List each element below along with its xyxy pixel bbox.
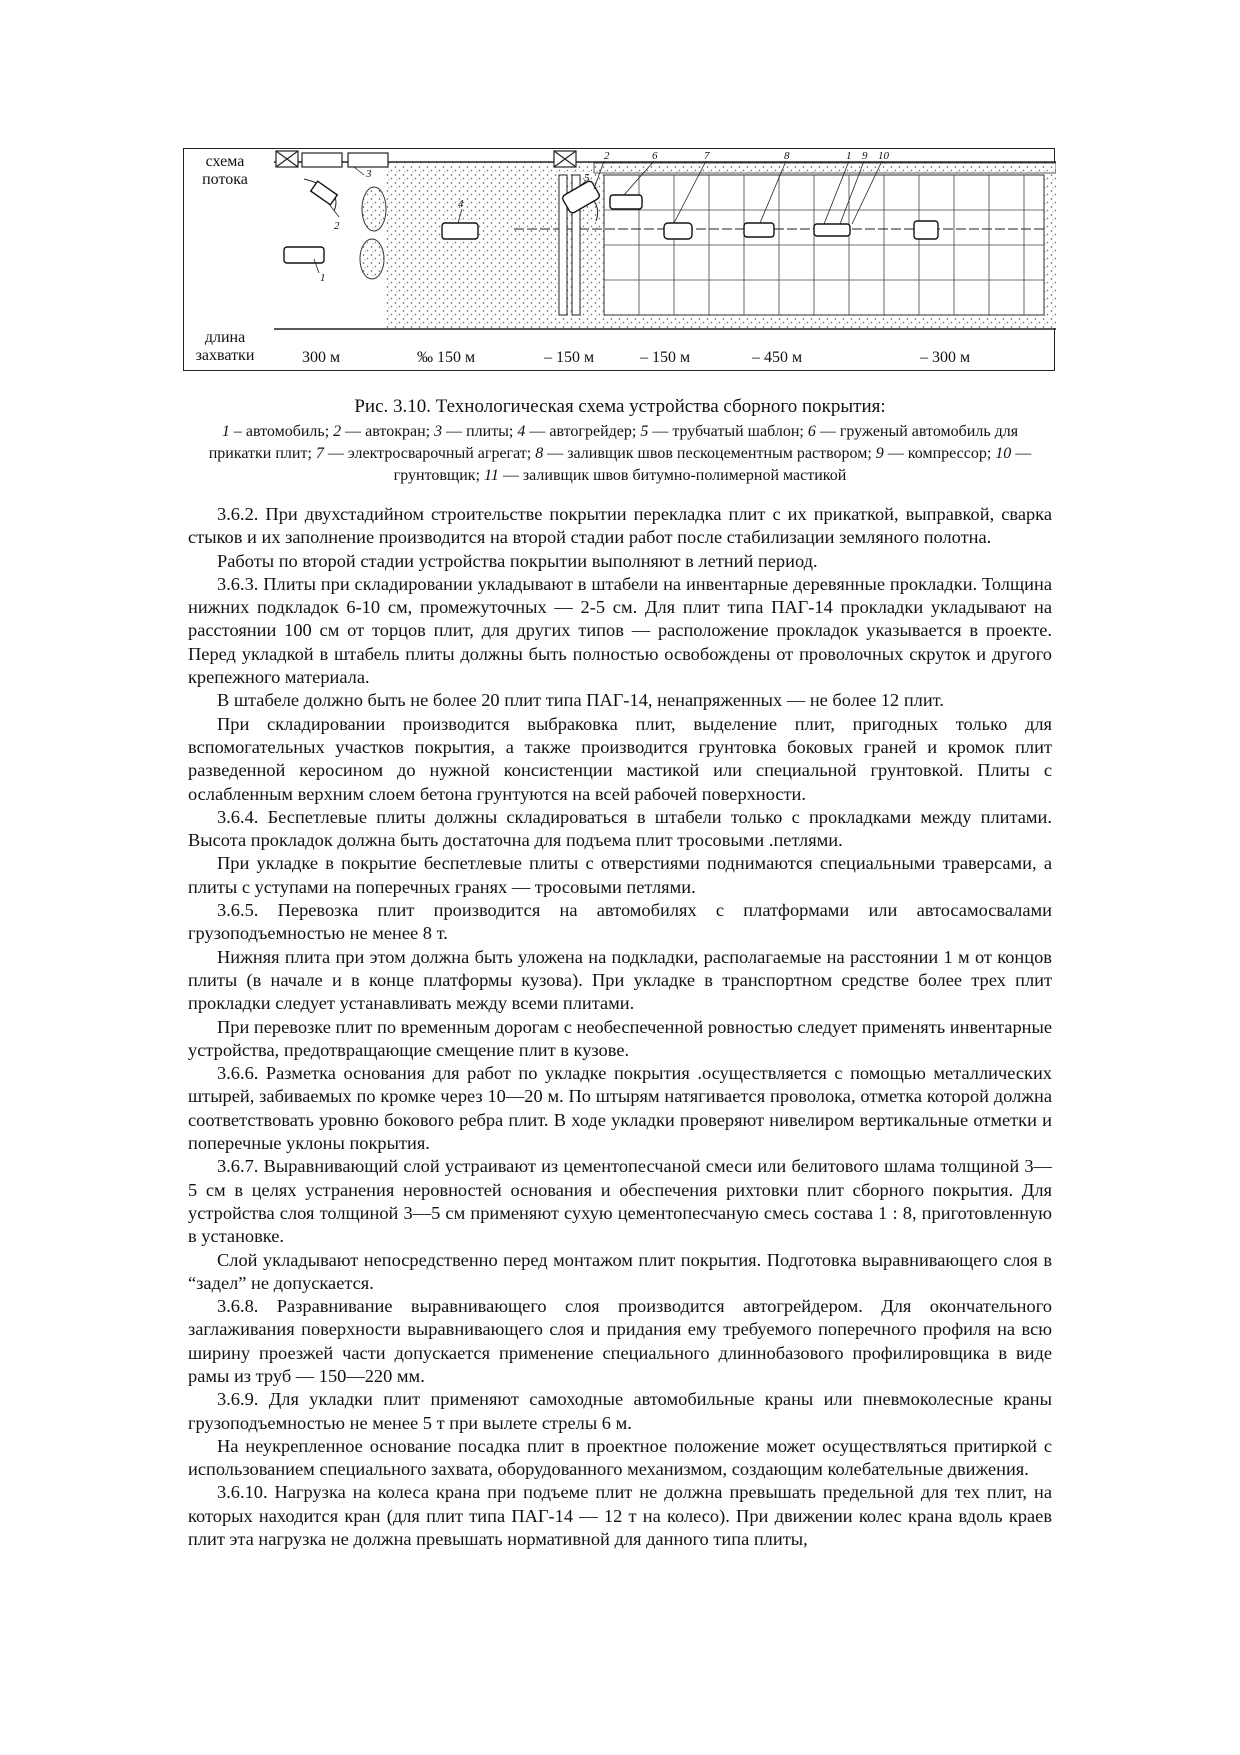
paragraph: В штабеле должно быть не более 20 плит типа ПАГ-14, ненапряженных — не более 12 плит.: [217, 690, 944, 711]
legend-number: 2: [333, 423, 342, 440]
callout-7: 7: [704, 150, 710, 162]
callout-8: 8: [784, 150, 790, 162]
paragraph: 3.6.10. Нагрузка на колеса крана при подъеме плит не должна превышать предельной для тех плит, на которых находится кран (для плит типа ПАГ-14 — 12 т на колесо). При движении колес крана вдоль краев плит эта нагрузка не должна превышать нормативной для данного типа плиты,: [188, 1482, 1052, 1550]
flow-scheme-label: схема потока: [202, 153, 248, 188]
length-3: – 150 м: [544, 349, 595, 366]
legend-text: — заливщик швов пескоцементным раствором;: [543, 445, 876, 462]
body-text: [188, 503, 1052, 1551]
callout-1: 1: [320, 272, 326, 284]
legend-text: — грунтовщик;: [393, 445, 1032, 484]
legend-text: – автомобиль;: [229, 423, 334, 440]
technological-scheme-drawing: [274, 149, 1056, 339]
callout-6: 6: [652, 150, 658, 162]
paragraph: 3.6.6. Разметка основания для работ по укладке покрытия .осуществляется с помощью металлических штырей, забиваемых по кромке через 10—20 м. По штырям натягивается проволока, отметка которой должна соответствовать уровню бокового ребра плит. В ходе укладки проверяют нивелиром вертикальные отметки и поперечные уклоны покрытия.: [188, 1063, 1052, 1154]
paragraph: При укладке в покрытие беспетлевые плиты с отверстиями поднимаются специальными траверсами, а плиты с уступами на поперечных гранях — тросовыми петлями.: [188, 853, 1052, 897]
caption-legend: [190, 421, 1050, 487]
length-5: – 450 м: [752, 349, 803, 366]
flow-scheme-figure: [183, 148, 1055, 371]
paragraph: 3.6.3. Плиты при складировании укладывают в штабели на инвентарные деревянные прокладки. Толщина нижних подкладок 6-10 см, промежуточных — 2-5 см. Для плит типа ПАГ-14 прокладки укладывают на расстоянии 100 см от торцов плит, для других типов — расположение прокладок указывается в проекте. Перед укладкой в штабель плиты должны быть полностью освобождены от проволочных скруток и другого крепежного материала.: [188, 573, 1052, 688]
legend-text: — плиты;: [442, 423, 518, 440]
length-6: – 300 м: [920, 349, 971, 366]
callout-2b: 2: [604, 150, 610, 162]
legend-number: 6: [807, 423, 816, 440]
legend-number: 4: [517, 423, 526, 440]
paragraph: Слой укладывают непосредственно перед монтажом плит покрытия. Подготовка выравнивающего слоя в “задел” не допускается.: [188, 1249, 1052, 1293]
legend-text: — заливщик швов битумно-полимерной мастикой: [498, 467, 847, 484]
legend-text: — автогрейдер;: [525, 423, 641, 440]
legend-text: — электросварочный агрегат;: [323, 445, 536, 462]
legend-text: — автокран;: [341, 423, 435, 440]
paragraph: 3.6.9. Для укладки плит применяют самоходные автомобильные краны или пневмоколесные краны грузоподъемностью не менее 5 т при вылете стрелы 6 м.: [188, 1389, 1052, 1433]
figure-caption: [190, 396, 1050, 487]
legend-text: — компрессор;: [883, 445, 996, 462]
legend-number: 11: [484, 467, 499, 484]
paragraph: Работы по второй стадии устройства покрытии выполняют в летний период.: [217, 550, 818, 571]
section-length-label: длина захватки: [195, 329, 255, 364]
length-4: – 150 м: [640, 349, 691, 366]
legend-number: 9: [875, 445, 884, 462]
paragraph: Нижняя плита при этом должна быть уложена на подкладки, располагаемые на расстоянии 1 м от концов плиты (в начале и в конце платформы кузова). При укладке в транспортном средстве более трех плит прокладки следует устанавливать между всеми плитами.: [188, 946, 1052, 1014]
legend-number: 1: [221, 423, 230, 440]
paragraph: 3.6.7. Выравнивающий слой устраивают из цементопесчаной смеси или белитового шлама толщиной 3—5 см в целях устранения неровностей основания и обеспечения рихтовки плит сборного покрытия. Для устройства слоя толщиной 3—5 см применяют сухую цементопесчаную смесь состава 1 : 8, приготовленную в установке.: [188, 1156, 1052, 1247]
legend-number: 3: [434, 423, 443, 440]
callout-9: 9: [862, 150, 868, 162]
legend-number: 8: [535, 445, 544, 462]
callout-5: 5: [584, 172, 590, 184]
length-2: ‰ 150 м: [417, 349, 476, 366]
paragraph: На неукрепленное основание посадка плит в проектное положение может осуществляться притиркой с использованием специального захвата, оборудованного механизмом, создающим колебательные движения.: [188, 1435, 1052, 1480]
legend-number: 7: [315, 445, 324, 462]
paragraph: При перевозке плит по временным дорогам с необеспеченной ровностью следует применять инвентарные устройства, предотвращающие смещение плит в кузове.: [188, 1016, 1052, 1060]
callout-10: 10: [878, 150, 889, 162]
paragraph: 3.6.2. При двухстадийном строительстве покрытии перекладка плит с их прикаткой, выправкой, сварка стыков и их заполнение производится на второй стадии работ после стабилизации земляного полотна.: [188, 504, 1052, 548]
legend-number: 5: [640, 423, 649, 440]
paragraph: 3.6.5. Перевозка плит производится на автомобилях с платформами или автосамосвалами грузоподъемностью не менее 8 т.: [188, 900, 1052, 944]
callout-4: 4: [458, 198, 464, 210]
paragraph: 3.6.8. Разравнивание выравнивающего слоя производится автогрейдером. Для окончательного заглаживания поверхности выравнивающего слоя и придания ему требуемого поперечного профиля на всю ширину проезжей части допускается применение специального длиннобазового профилировщика в виде рамы из труб — 150—220 мм.: [188, 1296, 1052, 1386]
legend-number: 10: [995, 445, 1012, 462]
callout-2: 2: [334, 220, 340, 232]
callout-3: 3: [366, 168, 372, 180]
caption-title: Рис. 3.10. Технологическая схема устройства сборного покрытия:: [354, 396, 886, 417]
paragraph: При складировании производится выбраковка плит, выделение плит, пригодных только для вспомогательных участков покрытия, а также производится грунтовка боковых граней и кромок плит разведенной керосином до нужной консистенции мастикой или специальной грунтовкой. Плиты с ослабленным верхним слоем бетона грунтуются на всей рабочей поверхности.: [188, 713, 1052, 804]
legend-text: — трубчатый шаблон;: [648, 423, 808, 440]
paragraph: 3.6.4. Беспетлевые плиты должны складироваться в штабели только с прокладками между плитами. Высота прокладок должна быть достаточна для подъема плит тросовыми .петлями.: [188, 806, 1052, 851]
legend-text: — груженый автомобиль для прикатки плит;: [208, 423, 1019, 462]
length-1: 300 м: [302, 349, 341, 366]
callout-1b: 1: [846, 150, 852, 162]
